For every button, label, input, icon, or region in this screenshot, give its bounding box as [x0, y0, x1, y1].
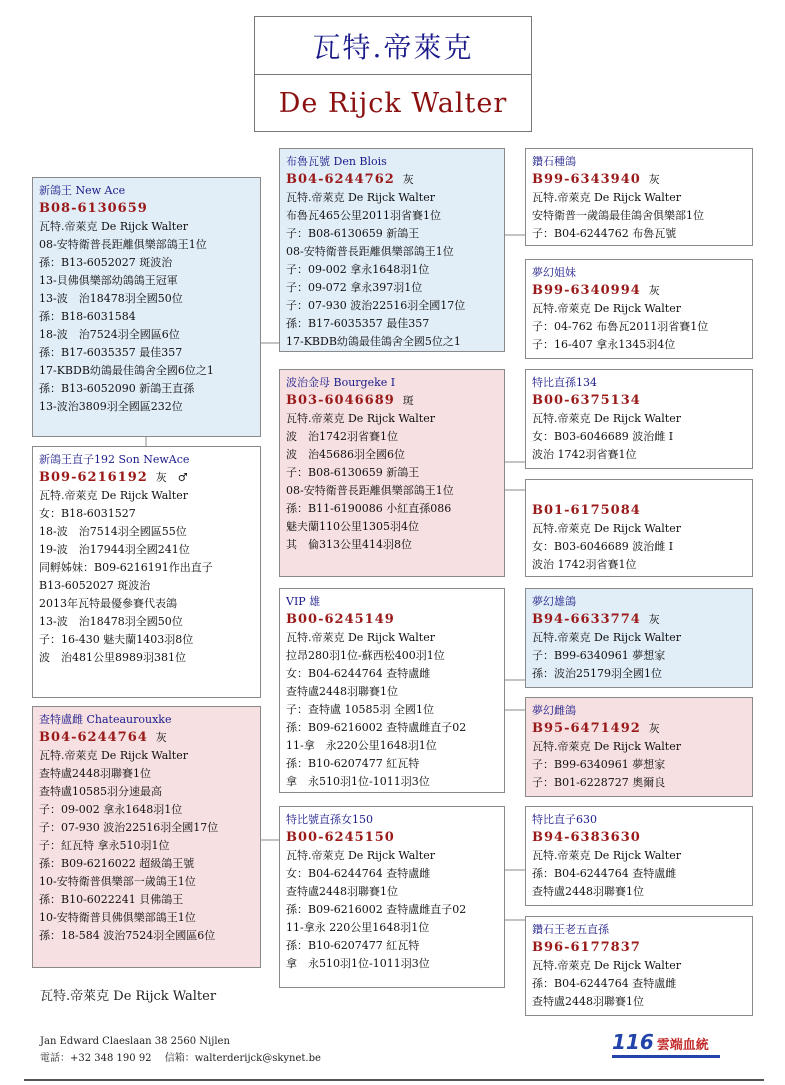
- ring-number: B00-6375134: [532, 393, 641, 408]
- pigeon-details: 瓦特.帝萊克 De Rijck Walter 子：04-762 布魯瓦2011羽省賽1位 子：16-407 拿永1345羽4位: [532, 302, 709, 351]
- site-logo: [612, 1030, 722, 1056]
- pigeon-name: 特比直子630: [532, 813, 597, 826]
- pigeon-name: 特比直孫134: [532, 376, 597, 389]
- pigeon-details: 瓦特.帝萊克 De Rijck Walter 女：B03-6046689 波治雌 I 波治 1742羽省賽1位: [532, 412, 681, 461]
- card-great-grandparent-6: [525, 697, 753, 797]
- pigeon-details: 瓦特.帝萊克 De Rijck Walter 女：B18-6031527 18-波 治7514羽全國區55位 19-波 治17944羽全國241位 同孵姊妹：B09-6216191作出直子 B13-6052027 斑波治 2013年瓦特最優參賽代表鴿 13-波 治18478羽全國50位 子：16-430 魅夫蘭1403羽8位 波 治481公里8989羽381位: [39, 489, 213, 664]
- pigeon-name: VIP 雄: [286, 595, 321, 608]
- card-dam-sire: [279, 588, 505, 793]
- pigeon-details: 瓦特.帝萊克 De Rijck Walter 女：B03-6046689 波治雌 I 波治 1742羽省賽1位: [532, 522, 681, 571]
- pigeon-details: 瓦特.帝萊克 De Rijck Walter 波 治1742羽省賽1位 波 治45686羽全國6位 子：B08-6130659 新鴿王 08-安特衛普長距離俱樂部鴿王1位 孫：B11-6190086 小紅直孫086 魅夫蘭110公里1305羽4位 其 倫313公里414羽8位: [286, 412, 454, 551]
- ring-number: B03-6046689 斑: [286, 393, 414, 408]
- address: Jan Edward Claeslaan 38 2560 Nijlen: [40, 1036, 230, 1047]
- pigeon-details: 瓦特.帝萊克 De Rijck Walter 孫：B04-6244764 查特盧雌 查特盧2448羽聯賽1位: [532, 849, 681, 898]
- ring-number: B00-6245149: [286, 612, 395, 627]
- pigeon-details: 瓦特.帝萊克 De Rijck Walter 子：B99-6340961 夢想家 孫：波治25179羽全國1位: [532, 631, 681, 680]
- card-great-grandparent-4: [525, 479, 753, 577]
- pigeon-name: 夢幻姐妹: [532, 266, 576, 279]
- logo-number: 116: [612, 1030, 654, 1054]
- footer-divider: [24, 1079, 764, 1081]
- breeder-name: 瓦特.帝萊克 De Rijck Walter: [40, 989, 217, 1004]
- ring-number: B00-6245150: [286, 830, 395, 845]
- pigeon-name: 新鴿王 New Ace: [39, 184, 126, 197]
- card-dam: [32, 706, 261, 968]
- card-great-grandparent-1: [525, 148, 753, 246]
- ring-number: B04-6244764 灰: [39, 730, 167, 745]
- title-chinese: 瓦特.帝萊克: [255, 17, 531, 75]
- card-sire-sire: [279, 148, 505, 352]
- pigeon-name: 新鴿王直子192 Son NewAce: [39, 453, 190, 466]
- card-great-grandparent-5: [525, 588, 753, 688]
- pigeon-name: 波治金母 Bourgeke I: [286, 376, 396, 389]
- card-sibling: [32, 446, 261, 698]
- ring-number: B94-6383630: [532, 830, 641, 845]
- contact-info: [40, 1033, 321, 1067]
- card-subject: [32, 177, 261, 437]
- pigeon-name: 特比號直孫女150: [286, 813, 373, 826]
- ring-number: B01-6175084: [532, 503, 641, 518]
- card-sire-dam: [279, 369, 505, 577]
- pigeon-details: 瓦特.帝萊克 De Rijck Walter 女：B04-6244764 查特盧雌 查特盧2448羽聯賽1位 孫：B09-6216002 查特盧雌直子02 11-拿永 220公里1648羽1位 孫：B10-6207477 紅瓦特 拿 永510羽1位-1011羽3位: [286, 849, 467, 970]
- pigeon-details: 瓦特.帝萊克 De Rijck Walter 安特衛普一歲鴿最佳鴿舍俱樂部1位 子：B04-6244762 布魯瓦號: [532, 191, 704, 240]
- ring-number: B95-6471492 灰: [532, 721, 660, 736]
- card-great-grandparent-2: [525, 259, 753, 359]
- logo-text: 雲端血統: [656, 1038, 709, 1053]
- pigeon-name: 夢幻雌鴿: [532, 704, 576, 717]
- pigeon-details: 瓦特.帝萊克 De Rijck Walter 拉昂280羽1位-蘇西松400羽1位 女：B04-6244764 查特盧雌 查特盧2448羽聯賽1位 子：查特盧 10585羽 全國1位 孫：B09-6216002 查特盧雌直子02 11-拿 永220公里1648羽1位 孫：B10-6207477 紅瓦特 拿 永510羽1位-1011羽3位: [286, 631, 467, 788]
- card-dam-dam: [279, 806, 505, 988]
- pigeon-details: 瓦特.帝萊克 De Rijck Walter 子：B99-6340961 夢想家 子：B01-6228727 奧爾良: [532, 740, 681, 789]
- pigeon-name: 夢幻雄鴿: [532, 595, 576, 608]
- phone-email: 電話：+32 348 190 92 信箱：walterderijck@skynet.be: [40, 1053, 321, 1064]
- pigeon-name: 鑽石種鴿: [532, 155, 576, 168]
- card-great-grandparent-7: [525, 806, 753, 906]
- ring-number: B04-6244762 灰: [286, 172, 414, 187]
- ring-number: B96-6177837: [532, 940, 641, 955]
- pigeon-name: 鑽石王老五直孫: [532, 923, 609, 936]
- ring-number: B99-6343940 灰: [532, 172, 660, 187]
- pigeon-details: 瓦特.帝萊克 De Rijck Walter 查特盧2448羽聯賽1位 查特盧10585羽分速最高 子：09-002 拿永1648羽1位 子：07-930 波治22516羽全國17位 子：紅瓦特 拿永510羽1位 孫：B09-6216022 超級鴿王號 10-安特衛普俱樂部一歲鴿王1位 孫：B10-6022241 貝佛鴿王 10-安特衛普貝佛俱樂部鴿王1位 孫：18-584 波治7524羽全國區6位: [39, 749, 219, 942]
- pigeon-details: 瓦特.帝萊克 De Rijck Walter 08-安特衛普長距離俱樂部鴿王1位 孫：B13-6052027 斑波治 13-貝佛俱樂部幼鴿鴿王冠軍 13-波 治18478羽全國50位 孫：B18-6031584 18-波 治7524羽全國區6位 孫：B17-6035357 最佳357 17-KBDB幼鴿最佳鴿舍全國6位之1 孫：B13-6052090 新鴿王直孫 13-波治3809羽全國區232位: [39, 220, 214, 413]
- ring-number: B99-6340994 灰: [532, 283, 660, 298]
- logo-underline: [612, 1055, 720, 1058]
- ring-number: B94-6633774 灰: [532, 612, 660, 627]
- pigeon-details: 瓦特.帝萊克 De Rijck Walter 布魯瓦465公里2011羽省賽1位 子：B08-6130659 新鴿王 08-安特衛普長距離俱樂部鴿王1位 子：09-002 拿永1648羽1位 子：09-072 拿永397羽1位 子：07-930 波治22516羽全國17位 孫：B17-6035357 最佳357 17-KBDB幼鴿最佳鴿舍全國5位之1: [286, 191, 466, 348]
- pigeon-name: 布魯瓦號 Den Blois: [286, 155, 387, 168]
- card-great-grandparent-8: [525, 916, 753, 1016]
- title-english: De Rijck Walter: [278, 87, 508, 119]
- ring-number: B08-6130659: [39, 201, 148, 216]
- card-great-grandparent-3: [525, 369, 753, 469]
- pigeon-name: 查特盧雌 Chateaurouxke: [39, 713, 172, 726]
- pigeon-details: 瓦特.帝萊克 De Rijck Walter 孫：B04-6244764 查特盧雌 查特盧2448羽聯賽1位: [532, 959, 681, 1008]
- ring-number: B09-6216192 灰 ♂: [39, 470, 188, 485]
